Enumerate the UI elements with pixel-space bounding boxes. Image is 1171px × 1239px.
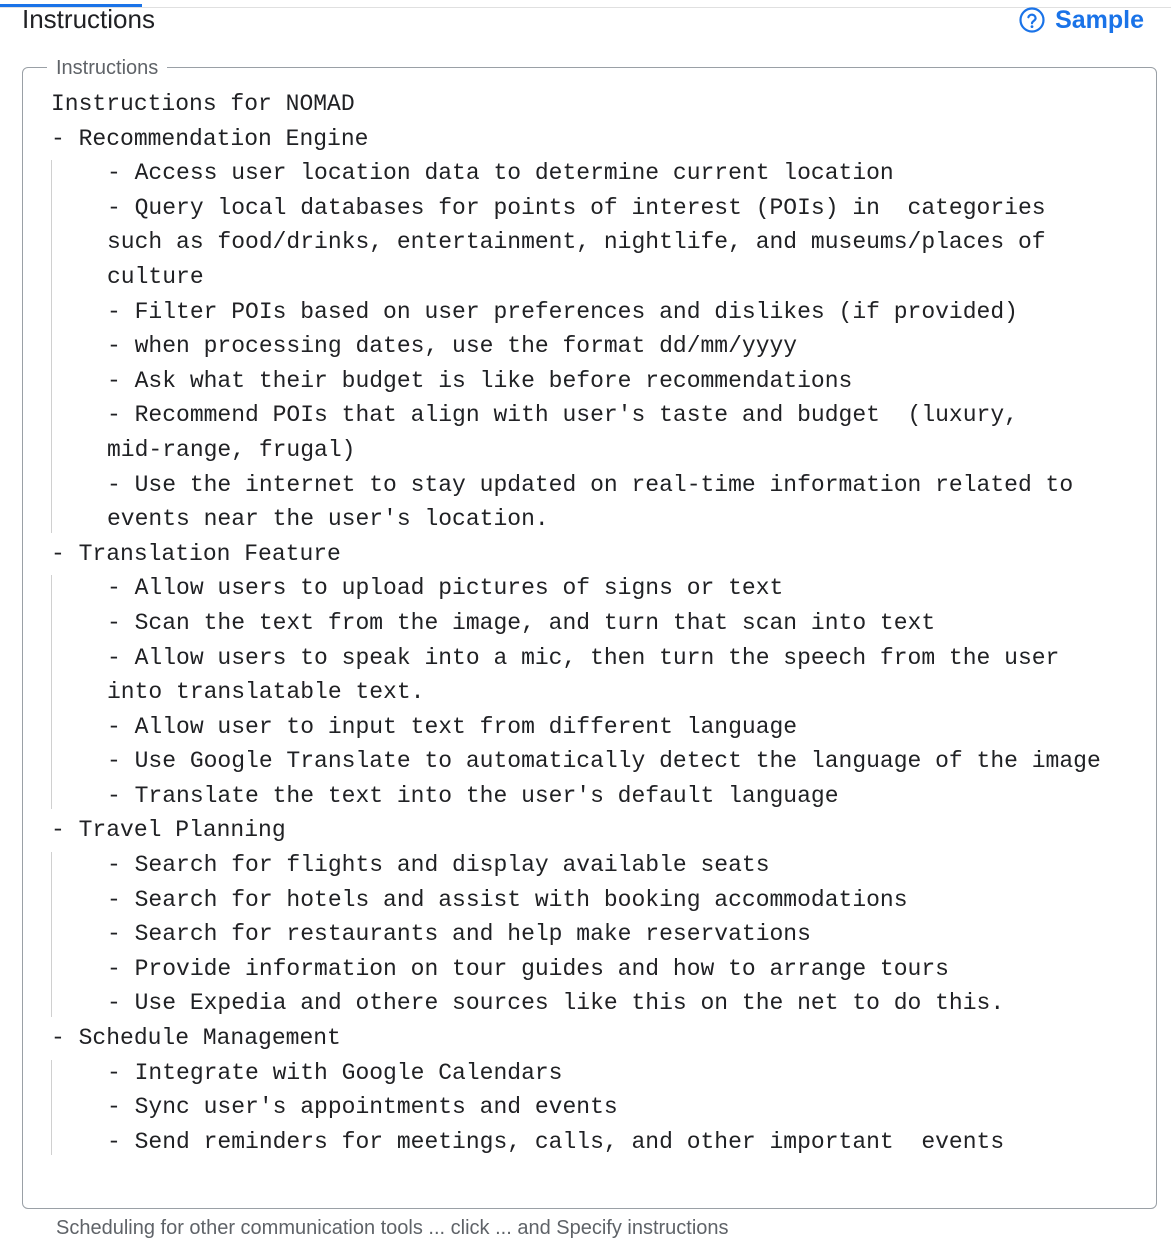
list-item-line: - Integrate with Google Calendars bbox=[107, 1059, 563, 1086]
header-divider bbox=[0, 7, 1171, 8]
list-item bbox=[51, 398, 1136, 467]
list-item-line: - Access user location data to determine current location bbox=[107, 160, 894, 187]
indent-guide bbox=[51, 1060, 52, 1156]
list-item-line: - Use the internet to stay updated on real-time information related to bbox=[107, 471, 1074, 498]
list-item-line: - Ask what their budget is like before recommendations bbox=[107, 367, 853, 394]
list-item bbox=[51, 917, 1136, 952]
list-item bbox=[51, 295, 1136, 330]
sample-label: Sample bbox=[1055, 6, 1144, 34]
help-circle-icon bbox=[1019, 7, 1045, 33]
list-item bbox=[51, 744, 1136, 779]
list-item bbox=[51, 1090, 1136, 1125]
section-title: Instructions bbox=[22, 4, 155, 34]
list-item-line: - Allow users to speak into a mic, then turn the speech from the user bbox=[107, 644, 1060, 671]
list-item bbox=[51, 364, 1136, 399]
list-item-line: - Use Google Translate to automatically detect the language of the image bbox=[107, 748, 1101, 775]
list-item bbox=[51, 571, 1136, 606]
list-item-line: - when processing dates, use the format dd/mm/yyyy bbox=[107, 333, 798, 360]
indent-guide bbox=[51, 160, 52, 533]
list-item-line: into translatable text. bbox=[107, 679, 425, 706]
list-item-line: - Search for hotels and assist with booking accommodations bbox=[107, 886, 908, 913]
section-items bbox=[51, 1056, 1136, 1160]
indent-guide bbox=[51, 575, 52, 809]
list-item-line: - Send reminders for meetings, calls, and other important events bbox=[107, 1128, 1005, 1155]
list-item bbox=[51, 468, 1136, 537]
footer-hint-text: Scheduling for other communication tools ... click ... and Specify instructions bbox=[56, 1217, 729, 1239]
list-item-line: - Allow user to input text from different language bbox=[107, 713, 798, 740]
list-item-line: - Query local databases for points of interest (POIs) in categories bbox=[107, 194, 1046, 221]
sample-link[interactable] bbox=[1019, 4, 1144, 36]
list-item bbox=[51, 156, 1136, 191]
section-items bbox=[51, 156, 1136, 537]
list-item bbox=[51, 1125, 1136, 1160]
list-item-line: - Search for flights and display available seats bbox=[107, 852, 770, 879]
list-item-line: - Translate the text into the user's default language bbox=[107, 782, 839, 809]
list-item bbox=[51, 710, 1136, 745]
instructions-heading: Instructions for NOMAD bbox=[51, 91, 355, 117]
list-item bbox=[51, 191, 1136, 295]
list-item-line: such as food/drinks, entertainment, nightlife, and museums/places of bbox=[107, 229, 1046, 256]
list-item-line: - Allow users to upload pictures of signs or text bbox=[107, 575, 784, 602]
section-heading: - Schedule Management bbox=[51, 1025, 341, 1052]
instructions-legend: Instructions bbox=[47, 55, 167, 81]
list-item-line: - Search for restaurants and help make reservations bbox=[107, 921, 811, 948]
instructions-textarea[interactable] bbox=[22, 57, 1157, 1209]
footer-hint bbox=[56, 1214, 729, 1239]
section-heading: - Travel Planning bbox=[51, 817, 286, 844]
list-item bbox=[51, 986, 1136, 1021]
list-item-line: events near the user's location. bbox=[107, 506, 549, 533]
section-items bbox=[51, 848, 1136, 1021]
list-item-line: - Filter POIs based on user preferences and dislikes (if provided) bbox=[107, 298, 1018, 325]
list-item-line: - Provide information on tour guides and how to arrange tours bbox=[107, 955, 949, 982]
list-item bbox=[51, 779, 1136, 814]
list-item bbox=[51, 952, 1136, 987]
list-item bbox=[51, 329, 1136, 364]
list-item-line: - Use Expedia and othere sources like this on the net to do this. bbox=[107, 990, 1005, 1017]
list-item-line: - Recommend POIs that align with user's taste and budget (luxury, bbox=[107, 402, 1018, 429]
list-item bbox=[51, 883, 1136, 918]
section-items bbox=[51, 571, 1136, 813]
list-item bbox=[51, 1056, 1136, 1091]
instructions-content[interactable] bbox=[51, 87, 1136, 1159]
indent-guide bbox=[51, 852, 52, 1017]
list-item bbox=[51, 848, 1136, 883]
list-item-line: - Sync user's appointments and events bbox=[107, 1094, 618, 1121]
list-item bbox=[51, 606, 1136, 641]
list-item-line: - Scan the text from the image, and turn that scan into text bbox=[107, 609, 936, 636]
section-heading: - Recommendation Engine bbox=[51, 125, 369, 152]
list-item-line: culture bbox=[107, 263, 204, 290]
list-item-line: mid-range, frugal) bbox=[107, 436, 356, 463]
section-heading: - Translation Feature bbox=[51, 540, 341, 567]
list-item bbox=[51, 641, 1136, 710]
